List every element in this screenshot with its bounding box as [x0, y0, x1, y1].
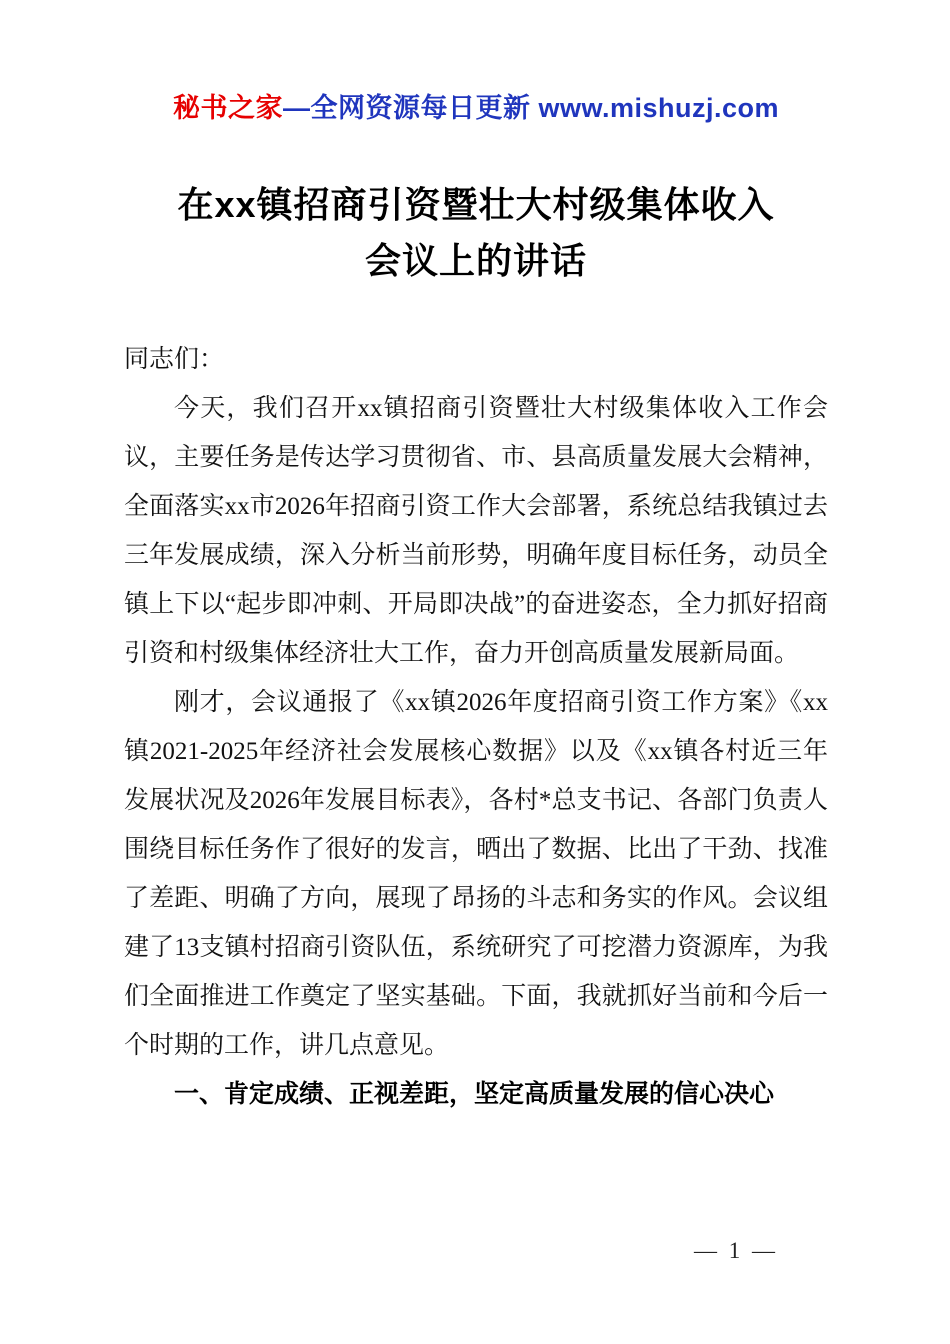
- tagline-text: —全网资源每日更新: [282, 93, 539, 123]
- paragraph-1: 今天，我们召开xx镇招商引资暨壮大村级集体收入工作会议，主要任务是传达学习贯彻省、市、县高质量发展大会精神，全面落实xx市2026年招商引资工作大会部署，系统总结我镇过去三年发展成绩，深入分析当前形势，明确年度目标任务，动员全镇上下以“起步即冲刺、开局即决战”的奋进姿态，全力抓好招商引资和村级集体经济壮大工作，奋力开创高质量发展新局面。: [124, 395, 828, 667]
- page-number: — 1 —: [694, 1238, 778, 1263]
- header-banner: [124, 86, 828, 125]
- document-body: [124, 335, 828, 1119]
- document-title: [124, 177, 828, 289]
- section-heading: 一、肯定成绩、正视差距，坚定高质量发展的信心决心: [174, 1080, 775, 1108]
- paragraph-2: 刚才，会议通报了《xx镇2026年度招商引资工作方案》《xx镇2021-2025年经济社会发展核心数据》以及《xx镇各村近三年发展状况及2026年发展目标表》，各村*总支书记、各部门负责人围绕目标任务作了很好的发言，晒出了数据、比出了干劲、找准了差距、明确了方向，展现了昂扬的斗志和务实的作风。会议组建了13支镇村招商引资队伍，系统研究了可挖潜力资源库，为我们全面推进工作奠定了坚实基础。下面，我就抓好当前和今后一个时期的工作，讲几点意见。: [124, 689, 828, 1059]
- title-line-1: 在xx镇招商引资暨壮大村级集体收入: [177, 184, 775, 225]
- site-url-link[interactable]: www.mishuzj.com: [538, 93, 780, 123]
- title-line-2: 会议上的讲话: [364, 240, 587, 281]
- salutation: 同志们：: [124, 346, 225, 373]
- brand-text: 秘书之家: [172, 93, 283, 123]
